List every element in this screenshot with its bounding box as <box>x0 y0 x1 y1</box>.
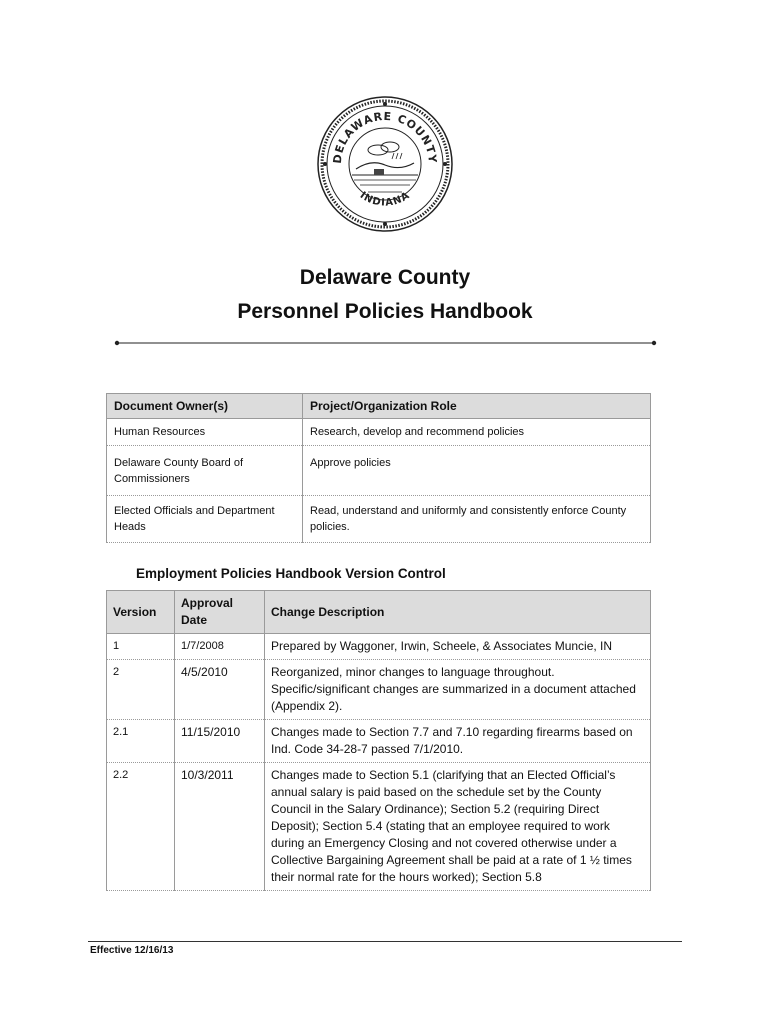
version-cell: 1 <box>107 634 175 660</box>
seal-text-bottom: INDIANA <box>357 189 413 209</box>
footer-divider <box>88 941 682 942</box>
table-row <box>107 496 651 543</box>
svg-text:DELAWARE COUNTY <box>331 110 439 164</box>
column-header: Version <box>107 591 175 634</box>
role-cell: Research, develop and recommend policies <box>303 419 651 446</box>
county-seal-logo <box>316 95 454 233</box>
table-header-row <box>107 591 651 634</box>
column-header: Project/Organization Role <box>303 394 651 419</box>
svg-text:INDIANA <box>358 190 413 209</box>
version-cell: 2.1 <box>107 720 175 763</box>
owner-cell: Human Resources <box>107 419 303 446</box>
document-owners-table <box>106 393 651 543</box>
title-divider <box>114 340 657 346</box>
table-row <box>107 763 651 891</box>
role-cell: Read, understand and uniformly and consistently enforce County policies. <box>303 496 651 543</box>
role-cell: Approve policies <box>303 446 651 496</box>
approval-date-cell: 4/5/2010 <box>175 660 265 720</box>
approval-date-cell: 1/7/2008 <box>175 634 265 660</box>
column-header: Approval Date <box>175 591 265 634</box>
table-header-row <box>107 394 651 419</box>
page-title-line2: Personnel Policies Handbook <box>237 300 533 323</box>
approval-date-cell: 10/3/2011 <box>175 763 265 891</box>
table-row <box>107 634 651 660</box>
seal-text-top: DELAWARE COUNTY <box>330 109 440 165</box>
change-description-cell: Changes made to Section 5.1 (clarifying that an Elected Official’s annual salary is paid based on the schedule set by the County Council in the Salary Ordinance); Section 5.2 (requiring Direct Deposit); Section 5.4 (stating that an employee required to work during an Emergency Closing and not covered otherwise under a Collective Bargaining Agreement shall be paid at a rate of 1 ½ times their normal rate for the hours worked); Section 5.8 <box>265 763 651 891</box>
version-cell: 2.2 <box>107 763 175 891</box>
effective-date: Effective 12/16/13 <box>90 945 174 956</box>
version-control-table <box>106 590 651 891</box>
table-row <box>107 660 651 720</box>
column-header: Document Owner(s) <box>107 394 303 419</box>
version-cell: 2 <box>107 660 175 720</box>
table-row <box>107 446 651 496</box>
column-header: Change Description <box>265 591 651 634</box>
owner-cell: Elected Officials and Department Heads <box>107 496 303 543</box>
change-description-cell: Prepared by Waggoner, Irwin, Scheele, & Associates Muncie, IN <box>265 634 651 660</box>
approval-date-cell: 11/15/2010 <box>175 720 265 763</box>
table-row <box>107 419 651 446</box>
change-description-cell: Changes made to Section 7.7 and 7.10 regarding firearms based on Ind. Code 34-28-7 passed 7/1/2010. <box>265 720 651 763</box>
table-row <box>107 720 651 763</box>
version-control-title: Employment Policies Handbook Version Control <box>136 566 446 581</box>
owner-cell: Delaware County Board of Commissioners <box>107 446 303 496</box>
change-description-cell: Reorganized, minor changes to language throughout. Specific/significant changes are summarized in a document attached (Appendix 2). <box>265 660 651 720</box>
page-title-line1: Delaware County <box>299 266 471 289</box>
